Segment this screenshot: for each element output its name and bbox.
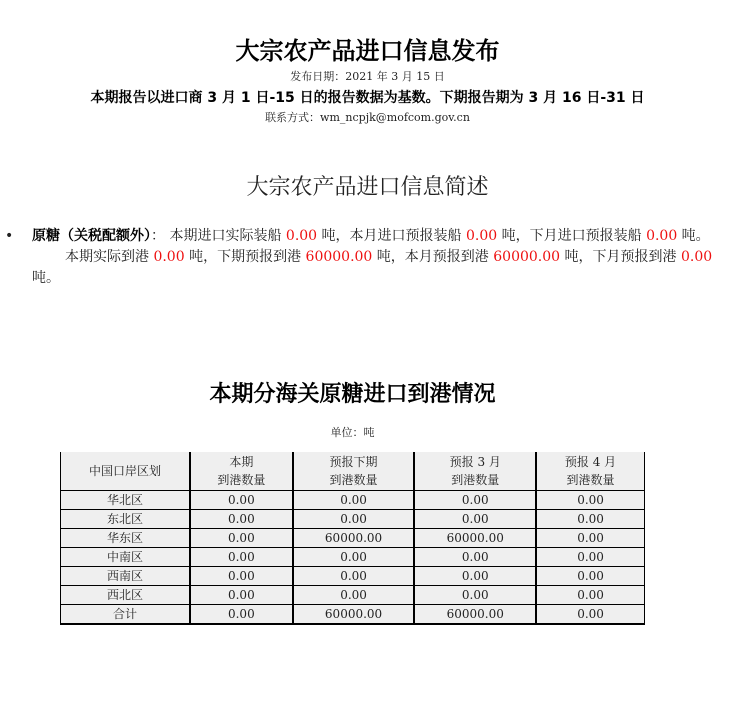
quantity-cell: 0.00	[536, 548, 644, 567]
highlighted-value: 0.00	[465, 228, 498, 244]
column-header-line: 到港数量	[217, 473, 266, 487]
column-header	[536, 452, 644, 491]
contact-info: 联系方式：wm_ncpjk@mofcom.gov.cn	[265, 111, 470, 124]
summary-line-shipping	[32, 226, 722, 247]
region-cell: 合计	[61, 605, 191, 625]
quantity-cell: 0.00	[293, 548, 415, 567]
quantity-cell: 0.00	[536, 567, 644, 586]
bullet-icon: •	[5, 228, 14, 244]
highlighted-value: 60000.00	[305, 249, 373, 265]
region-cell: 东北区	[61, 510, 191, 529]
summary-line-arrival	[32, 247, 722, 289]
table-row	[61, 605, 645, 625]
summary-section-title: 大宗农产品进口信息简述	[246, 175, 489, 200]
highlighted-value: 0.00	[680, 249, 713, 265]
column-header	[414, 452, 536, 491]
summary-text: 吨，本月预报到港	[372, 249, 494, 265]
quantity-cell: 60000.00	[414, 529, 536, 548]
summary-text: 吨。	[677, 228, 710, 244]
table-row	[61, 586, 645, 605]
quantity-cell: 60000.00	[414, 605, 536, 625]
quantity-cell: 0.00	[293, 567, 415, 586]
summary-list-item	[5, 226, 722, 289]
page-title: 大宗农产品进口信息发布	[235, 37, 500, 65]
summary-text: 吨，下月预报到港	[560, 249, 681, 265]
table-row	[61, 548, 645, 567]
quantity-cell: 0.00	[414, 491, 536, 510]
quantity-cell: 60000.00	[293, 605, 415, 625]
region-cell: 西北区	[61, 586, 191, 605]
highlighted-value: 0.00	[646, 228, 678, 244]
commodity-label: 原糖（关税配额外）	[32, 228, 151, 244]
quantity-cell: 0.00	[414, 567, 536, 586]
column-header-line: 预报 4 月	[564, 455, 617, 469]
column-header-line: 到港数量	[566, 473, 615, 487]
quantity-cell: 0.00	[536, 510, 644, 529]
region-cell: 华北区	[61, 491, 191, 510]
summary-text: 吨，下月进口预报装船	[497, 228, 647, 244]
quantity-cell: 0.00	[190, 510, 293, 529]
quantity-cell: 0.00	[293, 586, 415, 605]
summary-text: 吨，下期预报到港	[184, 249, 306, 265]
column-header-line: 预报下期	[329, 455, 378, 469]
table-row	[61, 510, 645, 529]
table-body	[61, 491, 645, 625]
table-header-row	[61, 452, 645, 491]
quantity-cell: 0.00	[536, 605, 644, 625]
table-row	[61, 567, 645, 586]
quantity-cell: 0.00	[536, 529, 644, 548]
quantity-cell: 0.00	[293, 510, 415, 529]
column-header-line: 到港数量	[329, 473, 378, 487]
summary-text: 吨，本月进口预报装船	[317, 228, 466, 244]
column-header-line: 中国口岸区划	[88, 464, 161, 478]
quantity-cell: 0.00	[190, 529, 293, 548]
highlighted-value: 0.00	[285, 228, 318, 244]
region-cell: 华东区	[61, 529, 191, 548]
port-arrivals-table	[60, 452, 645, 625]
publish-date: 发布日期：2021 年 3 月 15 日	[290, 70, 445, 83]
summary-text: 本期进口实际装船	[169, 228, 286, 244]
column-header	[61, 452, 191, 491]
quantity-cell: 0.00	[536, 491, 644, 510]
arrival-text	[32, 249, 712, 286]
region-cell: 中南区	[61, 548, 191, 567]
unit-label: 单位：吨	[330, 426, 375, 439]
region-cell: 西南区	[61, 567, 191, 586]
column-header	[293, 452, 415, 491]
highlighted-value: 0.00	[153, 249, 185, 265]
column-header-line: 本期	[229, 455, 254, 469]
quantity-cell: 60000.00	[293, 529, 415, 548]
quantity-cell: 0.00	[190, 567, 293, 586]
quantity-cell: 0.00	[190, 491, 293, 510]
table-title: 本期分海关原糖进口到港情况	[209, 382, 496, 407]
table-row	[61, 491, 645, 510]
report-period-note: 本期报告以进口商 3 月 1 日-15 日的报告数据为基数。下期报告期为 3 月 16 日-31 日	[90, 90, 645, 106]
quantity-cell: 0.00	[414, 548, 536, 567]
label-colon: ：	[151, 228, 165, 244]
quantity-cell: 0.00	[414, 510, 536, 529]
highlighted-value: 60000.00	[493, 249, 561, 265]
quantity-cell: 0.00	[190, 548, 293, 567]
quantity-cell: 0.00	[293, 491, 415, 510]
quantity-cell: 0.00	[414, 586, 536, 605]
column-header	[190, 452, 293, 491]
quantity-cell: 0.00	[536, 586, 644, 605]
shipping-text	[169, 228, 709, 244]
table-row	[61, 529, 645, 548]
summary-text: 本期实际到港	[65, 249, 154, 265]
summary-text: 吨。	[32, 270, 60, 286]
quantity-cell: 0.00	[190, 605, 293, 625]
column-header-line: 预报 3 月	[449, 455, 501, 469]
column-header-line: 到港数量	[451, 473, 500, 487]
quantity-cell: 0.00	[190, 586, 293, 605]
